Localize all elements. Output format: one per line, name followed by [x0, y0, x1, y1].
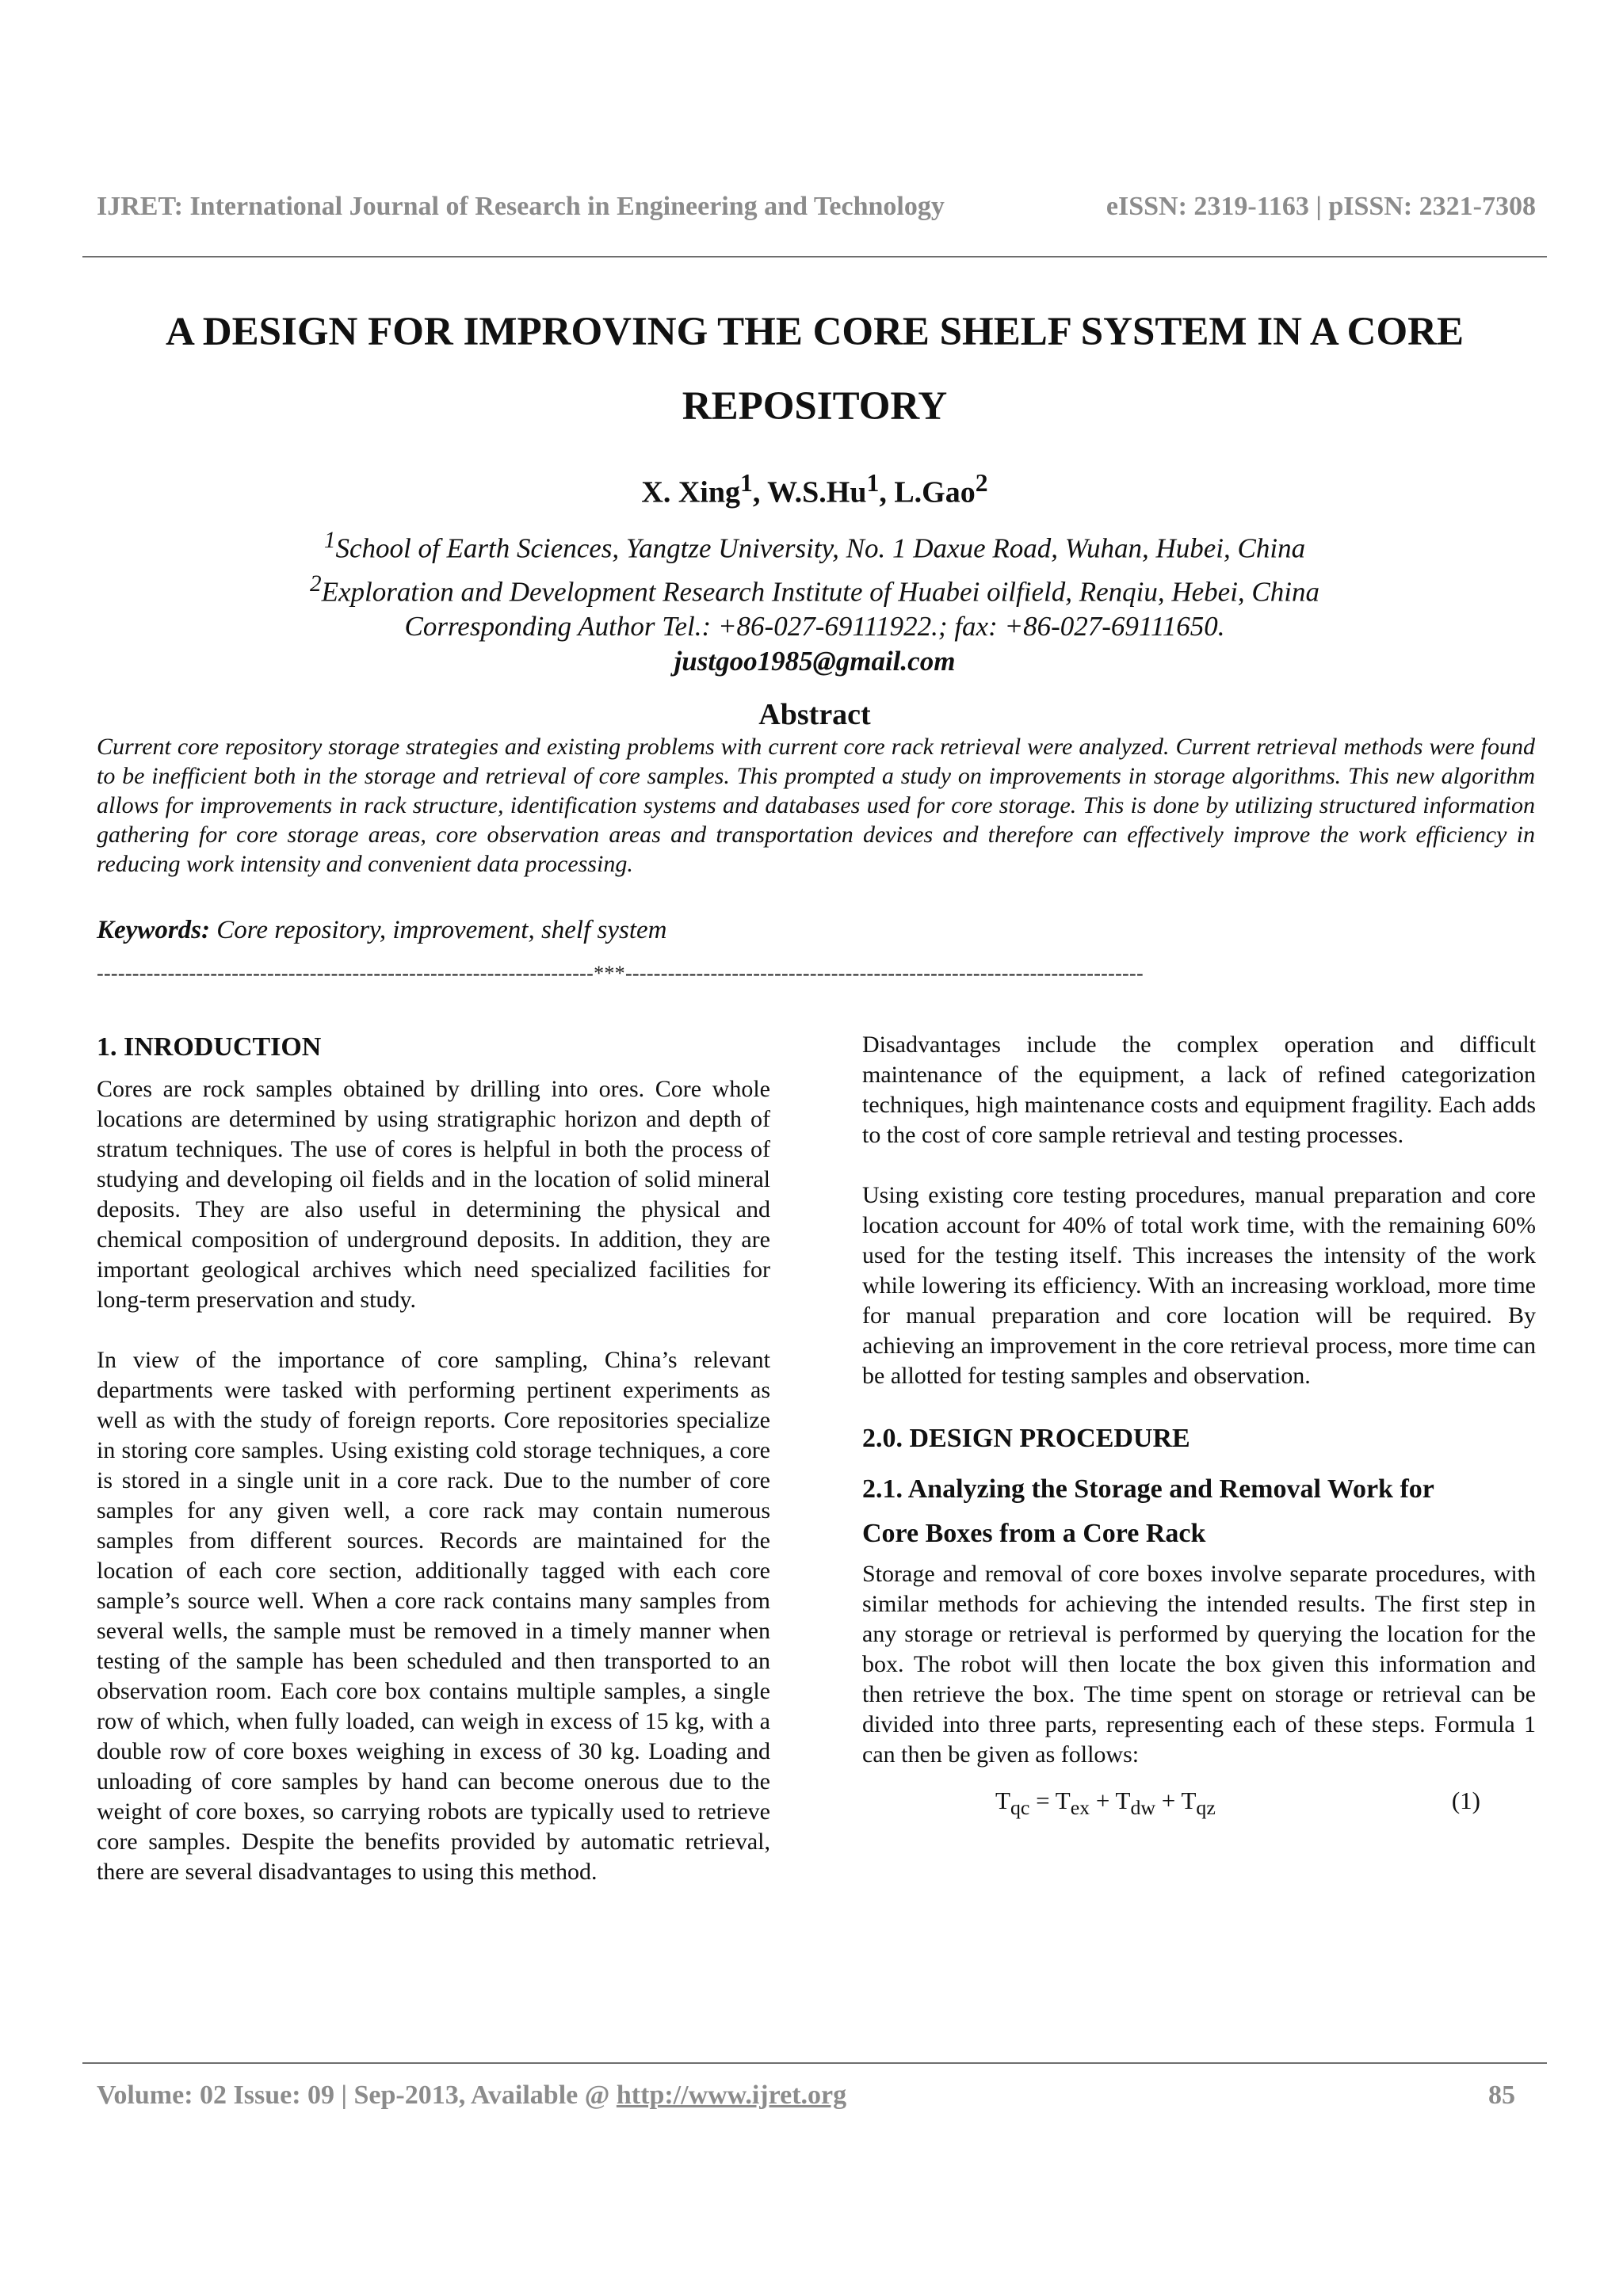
intro-paragraph-1: Cores are rock samples obtained by drilling into ores. Core whole locations are determined by using stratigraphic horizon and depth of stratum techniques. The use of cores is helpful in both the process of studying and developing oil fields and in the location of solid mineral deposits. They are also useful in determining the physical and chemical composition of underground deposits. In addition, they are important geological archives which need specialized facilities for long-term preservation and study. [97, 1076, 770, 1313]
formula-1 [862, 1786, 1536, 1823]
author-3: L.Gao [894, 475, 976, 509]
author-list: X. Xing$^1$, W.S.Hu$^1$, L.Gao$^2$ [641, 469, 988, 509]
formula-plus: + [1090, 1787, 1116, 1814]
affiliations [82, 523, 1547, 679]
affiliation-1-marker: 1 [323, 528, 336, 553]
affiliation-1-text: School of Earth Sciences, Yangtze University, No. 1 Daxue Road, Wuhan, Hubei, China [335, 532, 1306, 564]
left-column [97, 1030, 770, 1917]
footer-volume-info: Volume: 02 Issue: 09 | Sep-2013, Available @ [97, 2081, 617, 2110]
title-line-1: A DESIGN FOR IMPROVING THE CORE SHELF SYSTEM IN A CORE [166, 310, 1464, 354]
author-1-affil: 1 [740, 469, 753, 497]
paper-title [82, 295, 1547, 444]
formula-equals: = [1029, 1787, 1056, 1814]
formula-sub-ex: ex [1070, 1796, 1090, 1820]
right-paragraph-3: Storage and removal of core boxes involve separate procedures, with similar methods for achieving the intended results. The first step in any storage or retrieval is performed by querying the location for the box. The robot will then locate the box given this information and then retrieve the box. The time spent on storage or retrieval can be divided into three parts, representing each of these steps. Formula 1 can then be given as follows: [862, 1561, 1536, 1768]
title-line-2: REPOSITORY [682, 384, 948, 429]
author-2-affil: 1 [866, 469, 880, 497]
author-email: justgoo1985@gmail.com [674, 646, 956, 677]
formula-term: T [1181, 1787, 1197, 1814]
section-2-1-heading-line-2: Core Boxes from a Core Rack [862, 1519, 1206, 1548]
affiliation-2-marker: 2 [310, 570, 322, 597]
corresponding-author: Corresponding Author Tel.: +86-027-69111922.; fax: +86-027-69111650. [404, 611, 1225, 643]
abstract-heading: Abstract [758, 698, 871, 731]
formula-sub-qz: qz [1196, 1796, 1216, 1820]
right-column [862, 1030, 1536, 1823]
abstract-text: Current core repository storage strategies and existing problems with current core rack retrieval were analyzed. Current retrieval methods were found to be inefficient both in the storage and retrieval of core samples. This prompted a study on improvements in storage algorithms. This new algorithm allows for improvements in rack structure, identification systems and databases used for core storage. This is done by utilizing structured information gathering for core storage areas, core observation areas and transportation devices and therefore can effectively improve the work efficiency in reducing work intensity and convenient data processing. [97, 734, 1535, 877]
affiliation-2 [82, 566, 1547, 610]
formula-term: T [1055, 1787, 1071, 1814]
keywords-text: Core repository, improvement, shelf system [210, 916, 667, 944]
intro-heading: 1. INRODUCTION [97, 1032, 322, 1062]
running-footer [97, 2081, 1515, 2111]
affiliation-2-text: Exploration and Development Research Institute of Huabei oilfield, Renqiu, Hebei, China [321, 576, 1319, 608]
formula-number: (1) [1451, 1787, 1480, 1814]
header-rule [82, 256, 1547, 257]
formula-sub-dw: dw [1130, 1796, 1156, 1820]
author-2: W.S.Hu [767, 475, 867, 509]
right-paragraph-2: Using existing core testing procedures, manual preparation and core location account for 40% of total work time, with the remaining 60% used for the testing itself. This increases the intensity of the work while lowering its efficiency. With an increasing workload, more time for manual preparation and core location will be required. By achieving an improvement in the core retrieval process, more time can be allotted for testing samples and observation. [862, 1182, 1536, 1389]
section-divider: ----------------------------------------------------------------------***------------------------------------------------------------------------- [97, 962, 1144, 985]
right-paragraph-1: Disadvantages include the complex operation and difficult maintenance of the equipment, a lack of refined categorization techniques, high maintenance costs and equipment fragility. Each adds to the cost of core sample retrieval and testing processes. [862, 1032, 1536, 1148]
formula-plus: + [1155, 1787, 1182, 1814]
author-3-affil: 2 [975, 469, 988, 497]
author-1: X. Xing [641, 475, 740, 509]
formula-expression [995, 1786, 1216, 1823]
formula-term: T [995, 1787, 1010, 1814]
formula-sub-qc: qc [1010, 1796, 1030, 1820]
design-procedure-heading: 2.0. DESIGN PROCEDURE [862, 1424, 1190, 1453]
section-2-1-heading-line-1: 2.1. Analyzing the Storage and Removal Work for [862, 1474, 1434, 1504]
affiliation-1 [82, 523, 1547, 566]
keywords [97, 916, 1535, 945]
journal-website-link[interactable]: http://www.ijret.org [616, 2081, 847, 2110]
keywords-label: Keywords: [97, 916, 210, 944]
journal-name: IJRET: International Journal of Research in Engineering and Technology [97, 192, 945, 221]
issn-info: eISSN: 2319-1163 | pISSN: 2321-7308 [1106, 192, 1536, 221]
page-number: 85 [1488, 2081, 1515, 2110]
formula-term: T [1115, 1787, 1131, 1814]
running-header [0, 192, 1623, 231]
footer-rule [82, 2062, 1547, 2064]
intro-paragraph-2: In view of the importance of core sampling, China’s relevant departments were tasked with performing pertinent experiments as well as with the study of foreign reports. Core repositories specialize in storing core samples. Using existing cold storage techniques, a core is stored in a single unit in a core rack. Due to the number of core samples for any given well, a core rack may contain numerous samples from different sources. Records are maintained for the location of each core section, additionally tagged with each core sample’s source well. When a core rack contains many samples from several wells, the sample must be removed in a timely manner when testing of the sample has been scheduled and then transported to an observation room. Each core box contains multiple samples, a single row of which, when fully loaded, can weigh in excess of 15 kg, with a double row of core boxes weighing in excess of 30 kg. Loading and unloading of core samples by hand can become onerous due to the weight of core boxes, so carrying robots are typically used to retrieve core samples. Despite the benefits provided by automatic retrieval, there are several disadvantages to using this method. [97, 1347, 770, 1885]
